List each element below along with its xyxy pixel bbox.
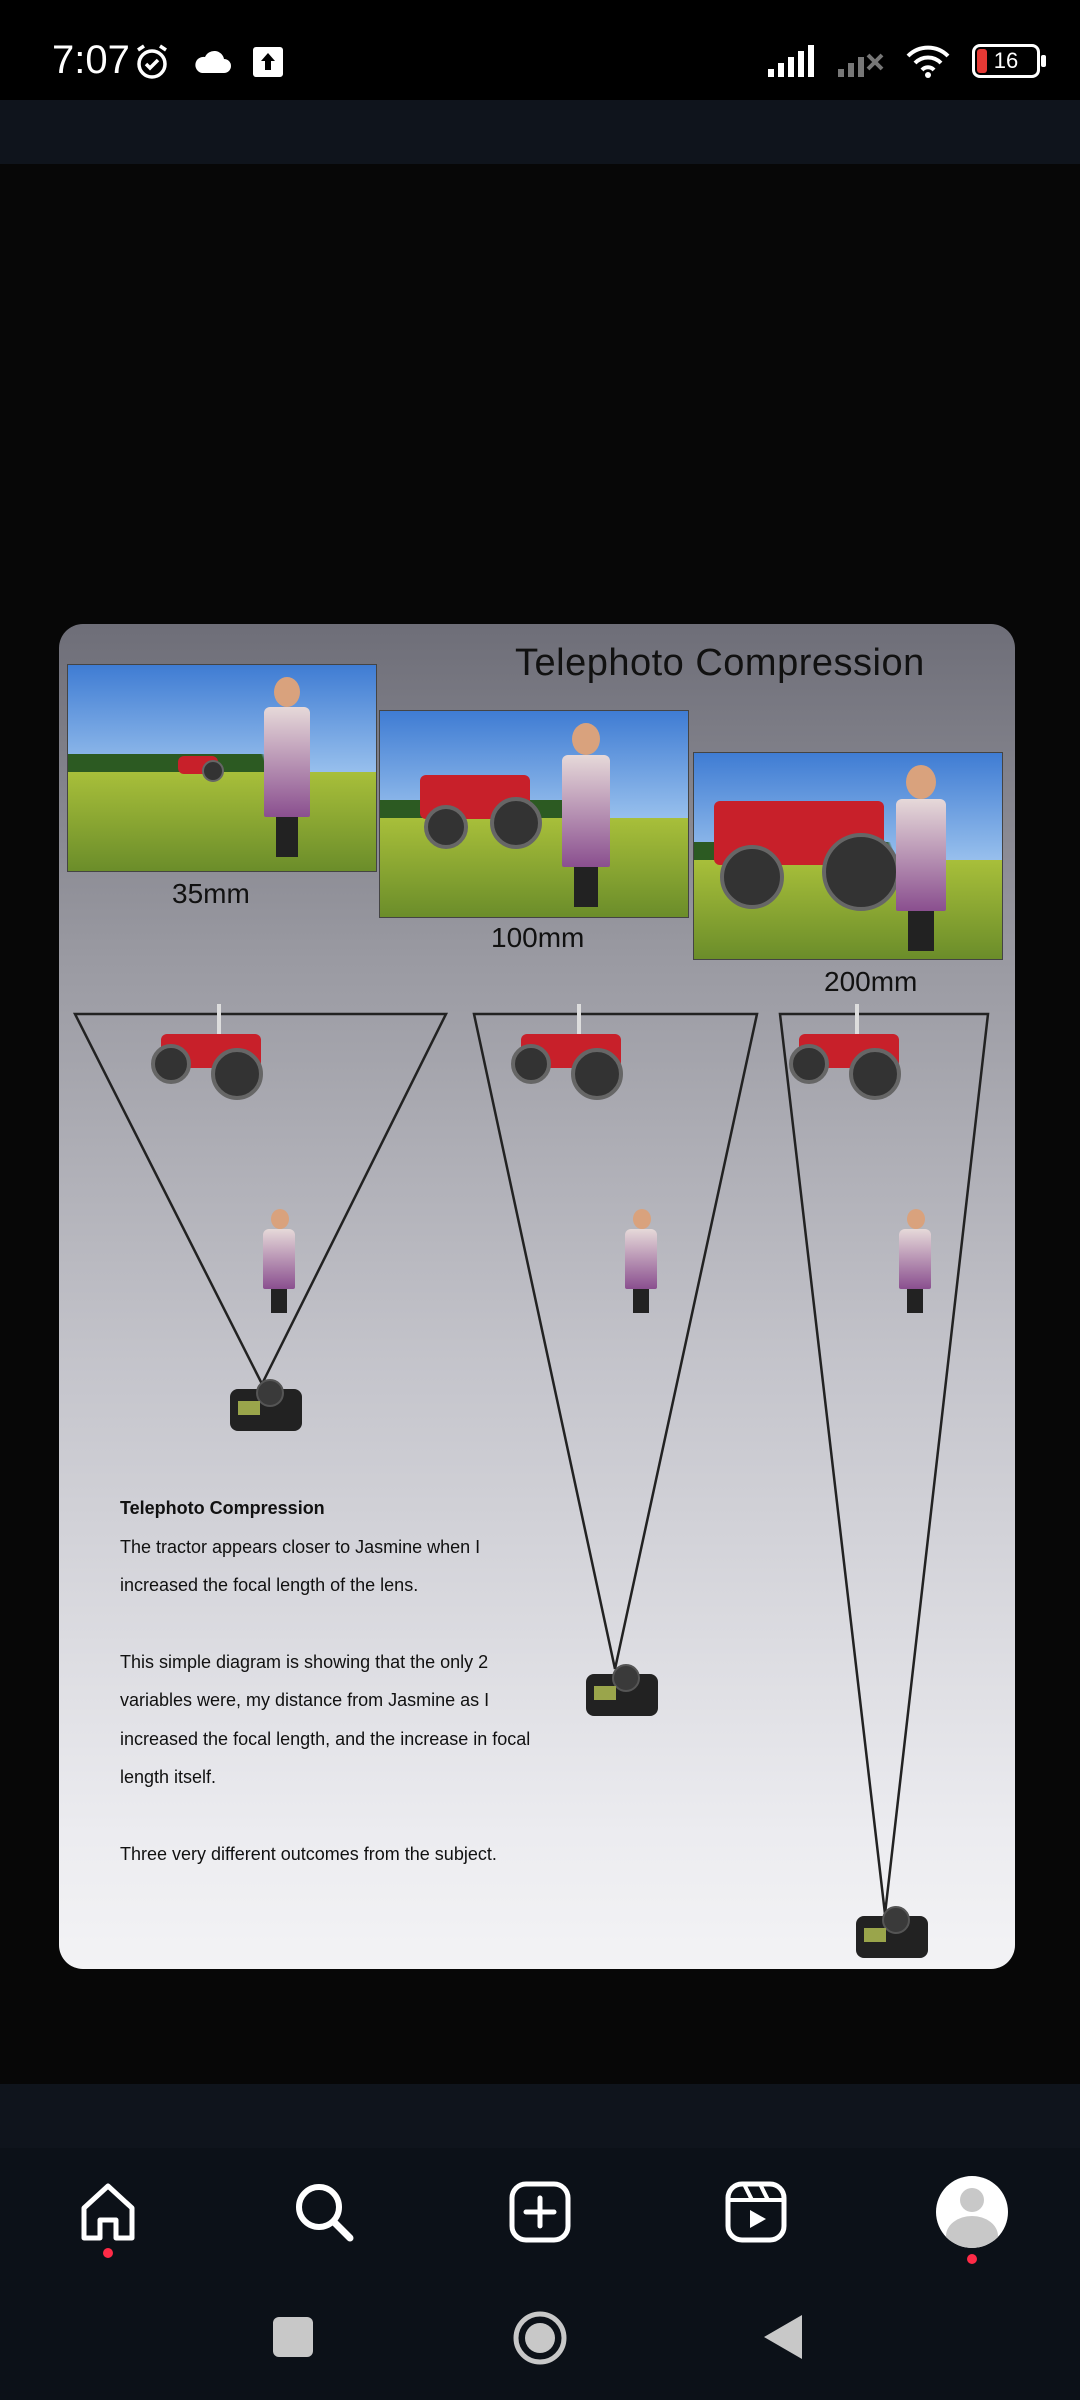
description-paragraph-1: The tractor appears closer to Jasmine when I increased the focal length of the lens. [120, 1536, 481, 1595]
label-35mm: 35mm [172, 878, 250, 909]
alarm-icon [132, 42, 172, 82]
diagram-title: Telephoto Compression [515, 642, 925, 684]
post-image[interactable] [59, 624, 1015, 1969]
top-bar [0, 100, 1080, 164]
post-actions-bar [0, 2084, 1080, 2148]
tab-bar [0, 2148, 1080, 2280]
back-icon[interactable] [760, 2312, 806, 2362]
reels-icon [720, 2176, 792, 2248]
home-button-icon[interactable] [512, 2310, 568, 2366]
home-icon [72, 2176, 144, 2248]
battery-icon [972, 44, 1040, 78]
signal-icon [766, 45, 814, 77]
signal-no-service-icon [836, 45, 884, 77]
create-icon [504, 2176, 576, 2248]
status-bar [0, 0, 1080, 100]
description-paragraph-3: Three very different outcomes from the subject. [120, 1843, 497, 1864]
wifi-icon [906, 44, 950, 78]
tab-reels[interactable] [720, 2176, 792, 2248]
recents-icon[interactable] [270, 2314, 316, 2360]
tab-search[interactable] [288, 2176, 360, 2248]
label-100mm: 100mm [491, 922, 585, 953]
description-paragraph-2: This simple diagram is showing that the only 2 variables were, my distance from Jasmine as I increased the focal length, and the increase in focal length itself. [120, 1651, 531, 1787]
system-navigation-bar [0, 2280, 1080, 2400]
post-media-area[interactable] [0, 164, 1080, 2084]
status-time: 7:07 [52, 38, 130, 82]
tab-home[interactable] [72, 2176, 144, 2248]
tab-profile[interactable] [936, 2176, 1008, 2248]
camera-2 [586, 1664, 658, 1718]
profile-icon [936, 2176, 1008, 2248]
camera-3 [856, 1906, 928, 1960]
tab-create[interactable] [504, 2176, 576, 2248]
battery-level: 16 [993, 48, 1019, 73]
search-icon [288, 2176, 360, 2248]
cloud-icon [192, 47, 232, 77]
diagram-description [120, 1489, 560, 1873]
upload-icon [252, 46, 284, 78]
description-heading: Telephoto Compression [120, 1498, 325, 1518]
label-200mm: 200mm [824, 966, 918, 997]
camera-1 [230, 1379, 302, 1433]
